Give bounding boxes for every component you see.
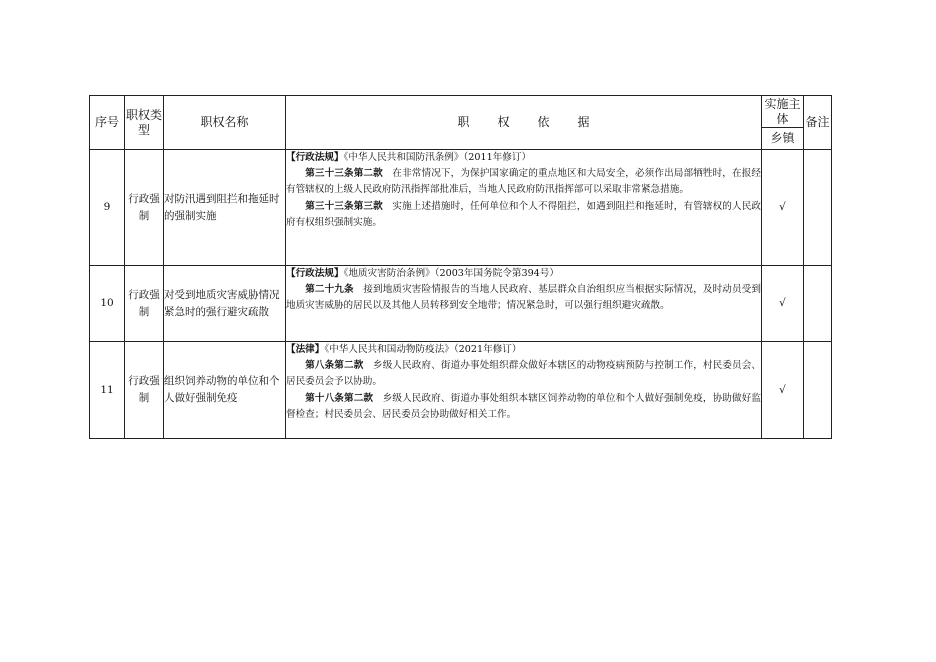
table-row <box>90 342 832 439</box>
article: 第八条第二款 乡级人民政府、街道办事处组织群众做好本辖区的动物疫病预防与控制工作，村民委员会、居民委员会予以协助。 <box>286 360 762 388</box>
header-basis: 职 权 依 据 <box>286 96 762 150</box>
header-name: 职权名称 <box>164 96 286 150</box>
law-citation: 【法律】《中华人民共和国动物防疫法》（2021年修订） <box>286 344 522 355</box>
row-type: 行政强制 <box>125 150 164 266</box>
row-name: 对防汛遇到阻拦和拖延时的强制实施 <box>164 150 286 266</box>
row-name: 对受到地质灾害威胁情况紧急时的强行避灾疏散 <box>164 266 286 342</box>
table-row <box>90 266 832 342</box>
header-impl: 实施主体 <box>762 96 804 128</box>
law-citation: 【行政法规】《中华人民共和国防汛条例》（2011年修订） <box>286 152 532 163</box>
row-type: 行政强制 <box>125 266 164 342</box>
row-basis <box>286 150 762 266</box>
row-seq: 11 <box>90 342 125 439</box>
header-seq: 序号 <box>90 96 125 150</box>
row-seq: 9 <box>90 150 125 266</box>
row-seq: 10 <box>90 266 125 342</box>
row-note <box>804 342 832 439</box>
header-type: 职权类型 <box>125 96 164 150</box>
row-basis <box>286 342 762 439</box>
article: 第十八条第二款 乡级人民政府、街道办事处组织本辖区饲养动物的单位和个人做好强制免疫，协助做好监督检查；村民委员会、居民委员会协助做好相关工作。 <box>286 392 762 420</box>
header-impl-sub: 乡镇 <box>762 128 804 150</box>
authority-table <box>89 95 832 439</box>
check-mark: √ <box>762 150 804 266</box>
check-mark: √ <box>762 342 804 439</box>
row-type: 行政强制 <box>125 342 164 439</box>
article: 第二十九条 接到地质灾害险情报告的当地人民政府、基层群众自治组织应当根据实际情况，及时动员受到地质灾害威胁的居民以及其他人员转移到安全地带；情况紧急时，可以强行组织避灾疏散。 <box>286 284 762 312</box>
table-row <box>90 150 832 266</box>
header-note: 备注 <box>804 96 832 150</box>
article: 第三十三条第三款 实施上述措施时，任何单位和个人不得阻拦，如遇到阻拦和拖延时，有管辖权的人民政府有权组织强制实施。 <box>286 200 762 228</box>
row-note <box>804 266 832 342</box>
row-note <box>804 150 832 266</box>
law-citation: 【行政法规】《地质灾害防治条例》（2003年国务院令第394号） <box>286 268 559 279</box>
check-mark: √ <box>762 266 804 342</box>
row-basis <box>286 266 762 342</box>
row-name: 组织饲养动物的单位和个人做好强制免疫 <box>164 342 286 439</box>
article: 第三十三条第二款 在非常情况下，为保护国家确定的重点地区和大局安全，必须作出局部牺牲时，在报经有管辖权的上级人民政府防汛指挥部批准后，当地人民政府防汛指挥部可以采取非常紧急措施。 <box>286 168 762 196</box>
